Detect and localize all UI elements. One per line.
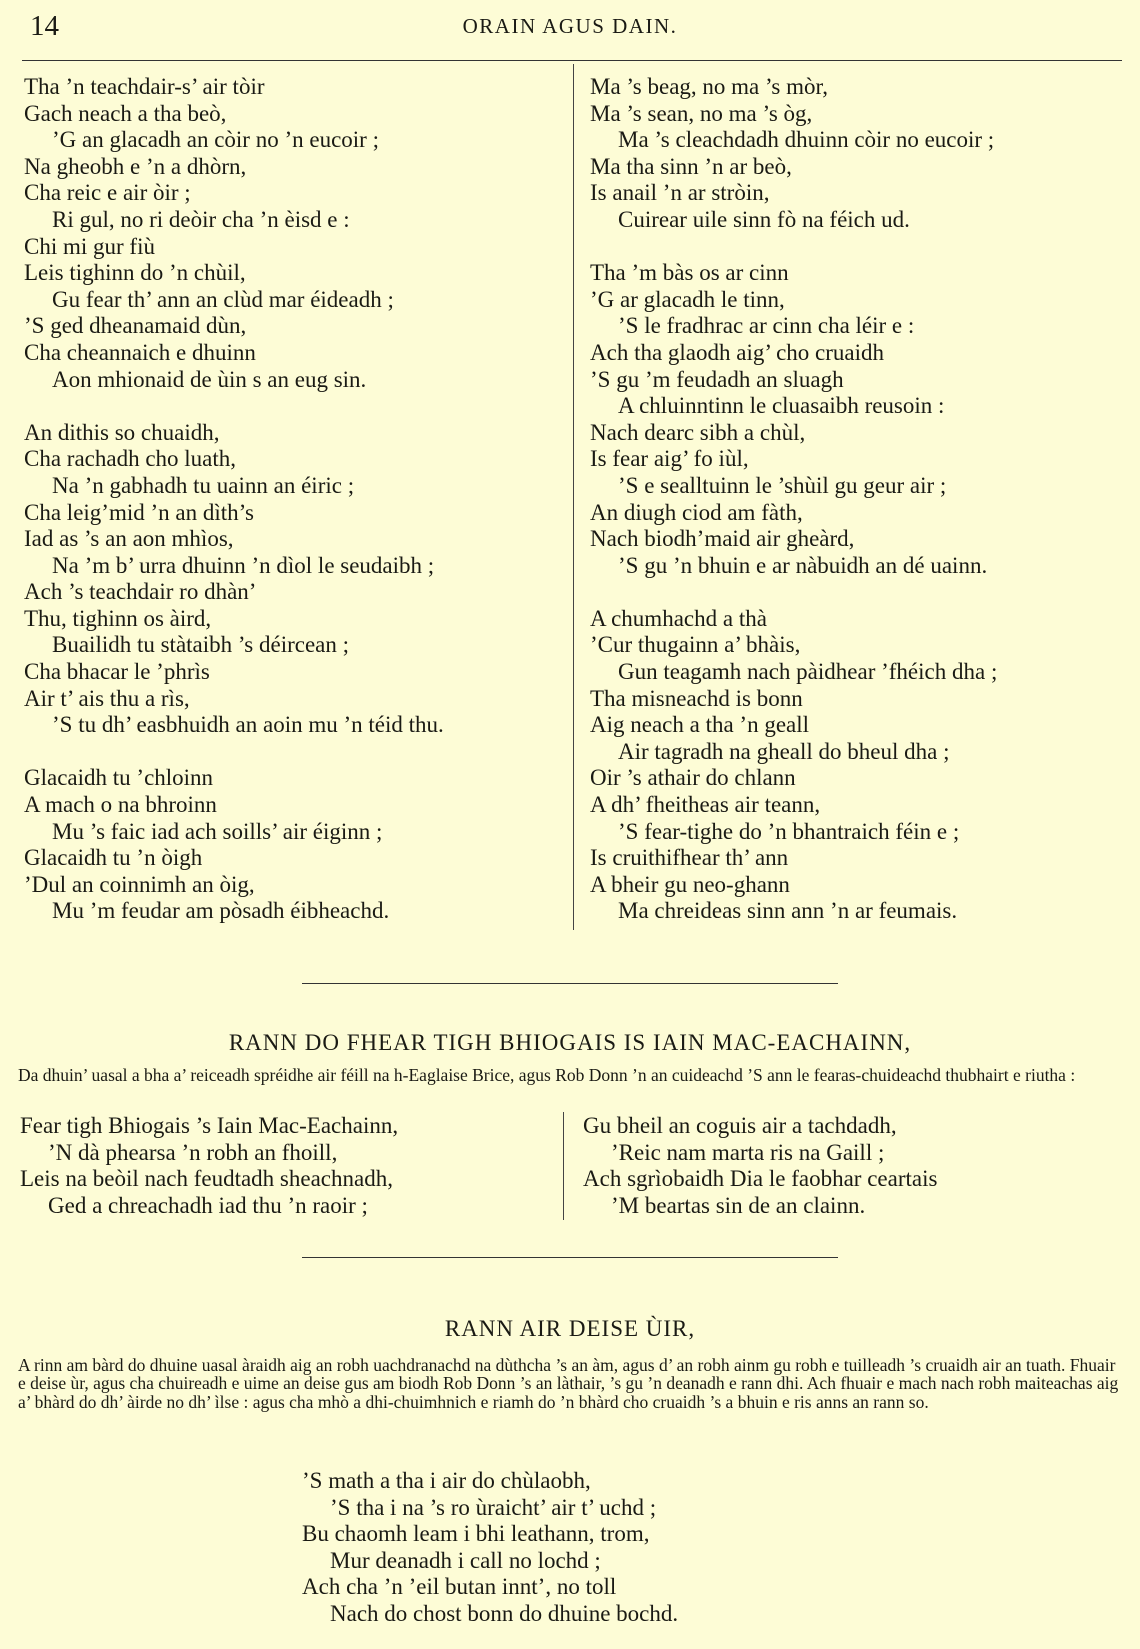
verse-line: Gun teagamh nach pàidhear ’fhéich dha ; — [618, 659, 998, 685]
verse-line: Cha leig’mid ’n an dìth’s — [24, 499, 254, 525]
verse-line: ’S fear-tighe do ’n bhantraich féin e ; — [618, 818, 960, 844]
verse-line: ’N dà phearsa ’n robh an fhoill, — [48, 1139, 338, 1165]
verse-line: Leis na beòil nach feudtadh sheachnadh, — [20, 1166, 393, 1192]
verse-line: Aon mhionaid de ùin s an eug sin. — [52, 366, 367, 392]
verse-line: Glacaidh tu ’n òigh — [24, 845, 203, 871]
verse-line: Ma ’s cleachdadh dhuinn còir no eucoir ; — [618, 127, 995, 153]
verse-line: A dh’ fheitheas air teann, — [590, 792, 821, 818]
verse-line: A chumhachd a thà — [590, 605, 767, 631]
stanza — [590, 260, 1125, 579]
section2-left-column — [20, 1113, 560, 1219]
stanza — [24, 765, 564, 925]
verse-line: Leis tighinn do ’n chùil, — [24, 260, 246, 286]
verse-line: Na gheobh e ’n a dhòrn, — [24, 153, 247, 179]
section2-right-column — [583, 1113, 1123, 1219]
verse-line: Is cruithifhear th’ ann — [590, 845, 789, 871]
poem1-right-column — [590, 74, 1125, 925]
page-header — [0, 4, 1140, 60]
section2-intro-text: Da dhuin’ uasal a bha a’ reiceadh spréidhe air féill na h-Eaglaise Brice, agus Rob Donn ’n an cuideachd ’S ann le fearas-chuideachd thubhairt e riutha : — [18, 1065, 1076, 1085]
verse-line: Aig neach a tha ’n geall — [590, 712, 810, 738]
verse-line: ’S tha i na ’s ro ùraicht’ air t’ uchd ; — [330, 1494, 657, 1520]
verse-line: An dithis so chuaidh, — [24, 419, 220, 445]
verse-line: Cha cheannaich e dhuinn — [24, 339, 256, 365]
verse-line: ’M beartas sin de an clainn. — [611, 1192, 866, 1218]
section3-title: RANN AIR DEISE ÙIR, — [444, 1316, 696, 1341]
verse-line: Is fear aig’ fo iùl, — [590, 446, 749, 472]
verse-line: Cha bhacar le ’phrìs — [24, 659, 210, 685]
verse-line: Chi mi gur fiù — [24, 233, 155, 259]
section-separator — [302, 1257, 838, 1258]
verse-line: Cha reic e air òir ; — [24, 180, 191, 206]
section2-title: RANN DO FHEAR TIGH BHIOGAIS IS IAIN MAC-EACHAINN, — [228, 1030, 912, 1055]
section3-intro — [18, 1356, 1124, 1411]
stanza — [590, 74, 1125, 234]
verse-line: Nach do chost bonn do dhuine bochd. — [330, 1600, 679, 1626]
verse-line: ’S ged dheanamaid dùn, — [24, 313, 247, 339]
verse-line: ’S gu ’n bhuin e ar nàbuidh an dé uainn. — [618, 552, 988, 578]
verse-line: ’G an glacadh an còir no ’n eucoir ; — [52, 127, 379, 153]
verse-line: Ach cha ’n ’eil butan innt’, no toll — [302, 1574, 617, 1600]
verse-line: Mu ’s faic iad ach soills’ air éiginn ; — [52, 818, 383, 844]
verse-line: Air t’ ais thu a rìs, — [24, 685, 190, 711]
poem1-left-column — [24, 74, 564, 925]
verse-line: Tha misneachd is bonn — [590, 685, 803, 711]
verse-line: A chluinntinn le cluasaibh reusoin : — [618, 393, 945, 419]
verse-line: A bheir gu neo-ghann — [590, 871, 790, 897]
verse-line: ’S math a tha i air do chùlaobh, — [302, 1468, 591, 1493]
verse-line: Gach neach a tha beò, — [24, 100, 227, 126]
verse-line: Ach ’s teachdair ro dhàn’ — [24, 579, 257, 605]
stanza — [590, 606, 1125, 925]
verse-line: Ma chreideas sinn ann ’n ar feumais. — [618, 898, 958, 924]
verse-line: Nach biodh’maid air gheàrd, — [590, 526, 855, 552]
section3-intro-text: A rinn am bàrd do dhuine uasal àraidh aig an robh uachdranachd na dùthcha ’s an àm, agus d’ an robh ainm gu robh e tuilleadh ’s cruaidh air an tuath. Fhuair e deise ùr, agus cha chuireadh e uime an deise gus am biodh Rob Donn ’s an làthair, ’s gu ’n deanadh e rann dhi. Ach fhuair e mach nach robh maiteachas aig a’ bhàrd do dh’ àirde no dh’ ìlse : agus cha mhò a dhi-chuimhnich e riamh do ’n bhàrd cho cruaidh ’s a bhuin e ris anns an rann so. — [18, 1355, 1119, 1412]
verse-line: Glacaidh tu ’chloinn — [24, 765, 214, 791]
verse-line: ’S e sealltuinn le ’shùil gu geur air ; — [618, 472, 947, 498]
verse-line: Ach sgrìobaidh Dia le faobhar ceartais — [583, 1166, 938, 1192]
verse-line: Cuirear uile sinn fò na féich ud. — [618, 206, 910, 232]
header-rule — [22, 60, 1122, 61]
section3-verse — [302, 1468, 1062, 1628]
verse-line: Ach tha glaodh aig’ cho cruaidh — [590, 339, 884, 365]
section2-intro — [18, 1066, 1124, 1084]
verse-line: Air tagradh na gheall do bheul dha ; — [618, 738, 950, 764]
verse-line: Gu bheil an coguis air a tachdadh, — [583, 1113, 897, 1138]
verse-line: Bu chaomh leam i bhi leathann, trom, — [302, 1521, 650, 1547]
verse-line: Is anail ’n ar stròin, — [590, 180, 770, 206]
verse-line: A mach o na bhroinn — [24, 792, 217, 818]
verse-line: Ged a chreachadh iad thu ’n raoir ; — [48, 1192, 368, 1218]
verse-line: Iad as ’s an aon mhìos, — [24, 526, 234, 552]
verse-line: Na ’n gabhadh tu uainn an éiric ; — [52, 472, 355, 498]
verse-line: Ma ’s sean, no ma ’s òg, — [590, 100, 813, 126]
verse-line: Mu ’m feudar am pòsadh éibheachd. — [52, 898, 390, 924]
verse-line: ’G ar glacadh le tinn, — [590, 286, 785, 312]
verse-line: Gu fear th’ ann an clùd mar éideadh ; — [52, 286, 394, 312]
verse-line: Ma tha sinn ’n ar beò, — [590, 153, 792, 179]
section2-column-divider — [563, 1112, 564, 1220]
verse-line: Tha ’n teachdair-s’ air tòir — [24, 74, 265, 99]
verse-line: Ma ’s beag, no ma ’s mòr, — [590, 74, 828, 99]
verse-line: Thu, tighinn os àird, — [24, 605, 212, 631]
verse-line: Nach dearc sibh a chùl, — [590, 419, 806, 445]
verse-line: Buailidh tu stàtaibh ’s déircean ; — [52, 632, 350, 658]
verse-line: Ri gul, no ri deòir cha ’n èisd e : — [52, 206, 350, 232]
page-number: 14 — [30, 10, 59, 42]
verse-line: Na ’m b’ urra dhuinn ’n dìol le seudaibh ; — [52, 552, 435, 578]
stanza — [24, 420, 564, 739]
verse-line: An diugh ciod am fàth, — [590, 499, 803, 525]
verse-line: Oir ’s athair do chlann — [590, 765, 796, 791]
verse-line: Tha ’m bàs os ar cinn — [590, 260, 789, 286]
running-title: ORAIN AGUS DAIN. — [462, 14, 678, 38]
stanza — [24, 74, 564, 393]
verse-line: ’Dul an coinnimh an òig, — [24, 871, 255, 897]
verse-line: Fear tigh Bhiogais ’s Iain Mac-Eachainn, — [20, 1113, 399, 1138]
verse-line: ’S le fradhrac ar cinn cha léir e : — [618, 313, 915, 339]
verse-line: ’S tu dh’ easbhuidh an aoin mu ’n téid thu. — [52, 712, 444, 738]
verse-line: ’S gu ’m feudadh an sluagh — [590, 366, 844, 392]
verse-line: Cha rachadh cho luath, — [24, 446, 237, 472]
verse-line: ’Cur thugainn a’ bhàis, — [590, 632, 801, 658]
verse-line: ’Reic nam marta ris na Gaill ; — [611, 1139, 885, 1165]
section-separator — [302, 983, 838, 984]
column-divider — [573, 64, 574, 930]
verse-line: Mur deanadh i call no lochd ; — [330, 1547, 601, 1573]
